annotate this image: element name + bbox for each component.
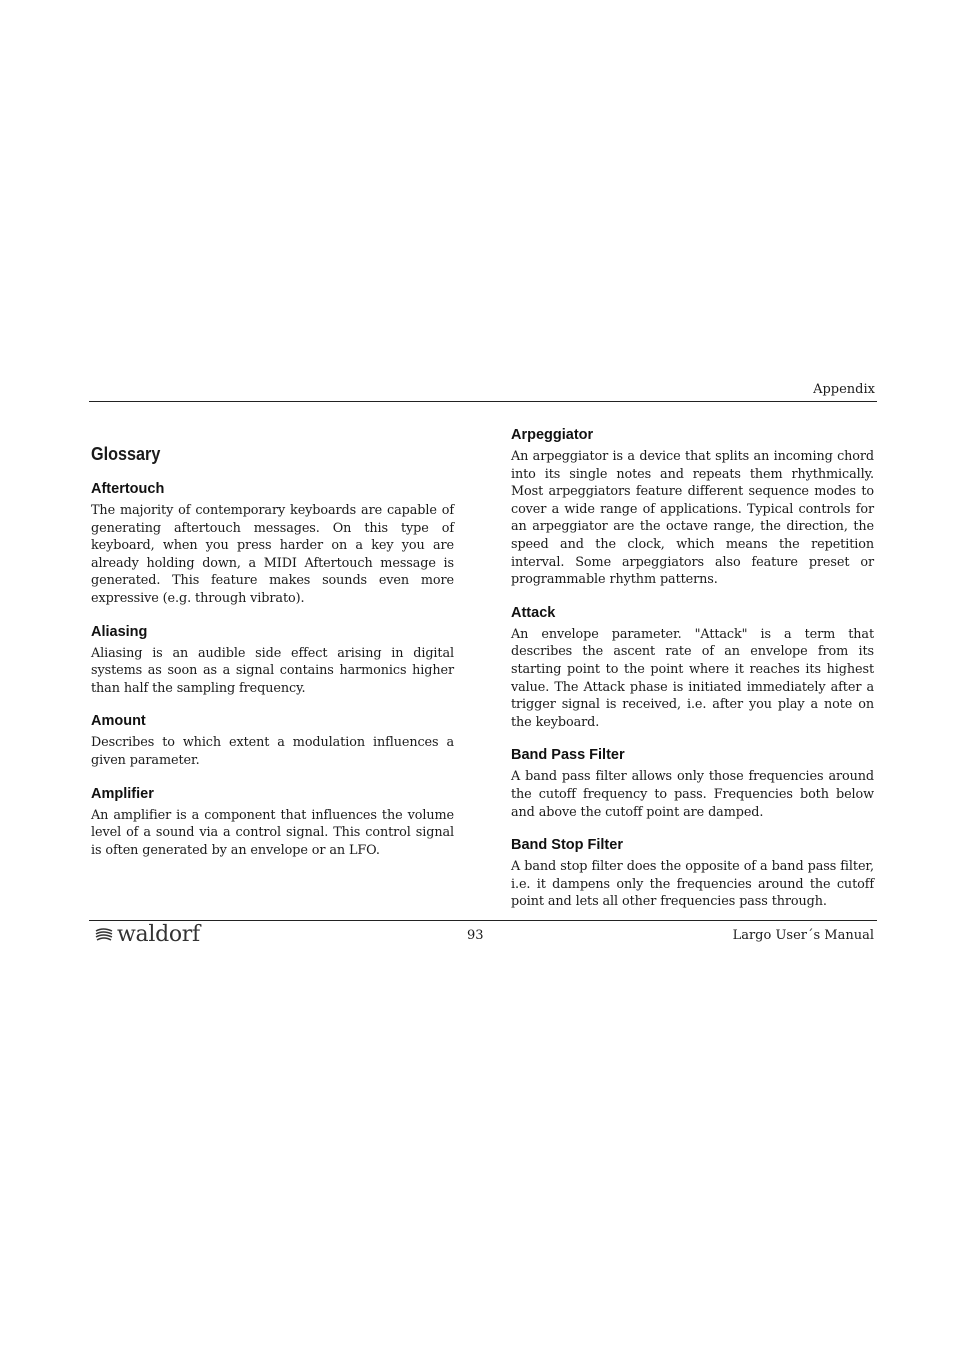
footer-rule xyxy=(89,920,877,921)
glossary-entry-amplifier xyxy=(91,786,454,860)
entry-term: Band Pass Filter xyxy=(511,747,625,764)
entry-term: Aftertouch xyxy=(91,481,165,497)
right-column xyxy=(511,427,874,927)
running-head-section: Appendix xyxy=(813,382,875,397)
waldorf-logo xyxy=(93,922,200,946)
entry-definition: An envelope parameter. "Attack" is a term that describes the ascent rate of an envelope from its starting point to the point where it reaches its highest value. The Attack phase is initiated immediately after a trigger signal is received, i.e. after you play a note on the keyboard. xyxy=(511,626,874,730)
glossary-entry-band-stop-filter xyxy=(511,837,874,911)
glossary-entry-aliasing xyxy=(91,624,454,698)
waldorf-logo-text: waldorf xyxy=(117,921,200,947)
entry-term: Amount xyxy=(91,713,146,730)
entry-definition: Describes to which extent a modulation influences a given parameter. xyxy=(91,735,454,768)
entry-definition: Aliasing is an audible side effect arising in digital systems as soon as a signal contains harmonics higher than half the sampling frequency. xyxy=(91,645,454,696)
manual-title: Largo User´s Manual xyxy=(732,928,874,943)
glossary-entry-band-pass-filter xyxy=(511,747,874,821)
entry-definition: An amplifier is a component that influences the volume level of a sound via a control signal. This control signal is often generated by an envelope or an LFO. xyxy=(91,807,454,858)
entry-definition: An arpeggiator is a device that splits an incoming chord into its single notes and repeats them rhythmically. Most arpeggiators feature different sequence modes to cover a wide range of applications. Typical controls for an arpeggiator are the octave range, the direction, the speed and the clock, which means the repetition interval. Some arpeggiators also feature preset or programmable rhythm patterns. xyxy=(511,449,874,588)
left-column xyxy=(91,444,454,875)
entry-term: Aliasing xyxy=(91,623,148,640)
entry-definition: A band pass filter allows only those frequencies around the cutoff frequency to pass. Frequencies both below and above the cutoff point are damped. xyxy=(511,769,874,820)
entry-term: Arpeggiator xyxy=(511,427,594,443)
waldorf-swirl-icon xyxy=(93,923,115,945)
page-number: 93 xyxy=(467,928,484,943)
glossary-entry-attack xyxy=(511,605,874,732)
entry-definition: The majority of contemporary keyboards are capable of generating aftertouch messages. On this type of keyboard, when you press harder on a key you are already holding down, a MIDI Aftertouch message is generated. This feature makes sounds even more expressive (e.g. through vibrato). xyxy=(91,503,454,606)
header-rule xyxy=(89,401,877,402)
glossary-entry-amount xyxy=(91,713,454,769)
entry-term: Band Stop Filter xyxy=(511,837,623,854)
glossary-entry-aftertouch xyxy=(91,481,454,608)
glossary-entry-arpeggiator xyxy=(511,427,874,589)
entry-definition: A band stop filter does the opposite of a band pass filter, i.e. it dampens only the frequencies around the cutoff point and lets all other frequencies pass through. xyxy=(511,859,874,910)
glossary-title: Glossary xyxy=(91,444,161,464)
entry-term: Attack xyxy=(511,604,556,621)
entry-term: Amplifier xyxy=(91,785,154,802)
